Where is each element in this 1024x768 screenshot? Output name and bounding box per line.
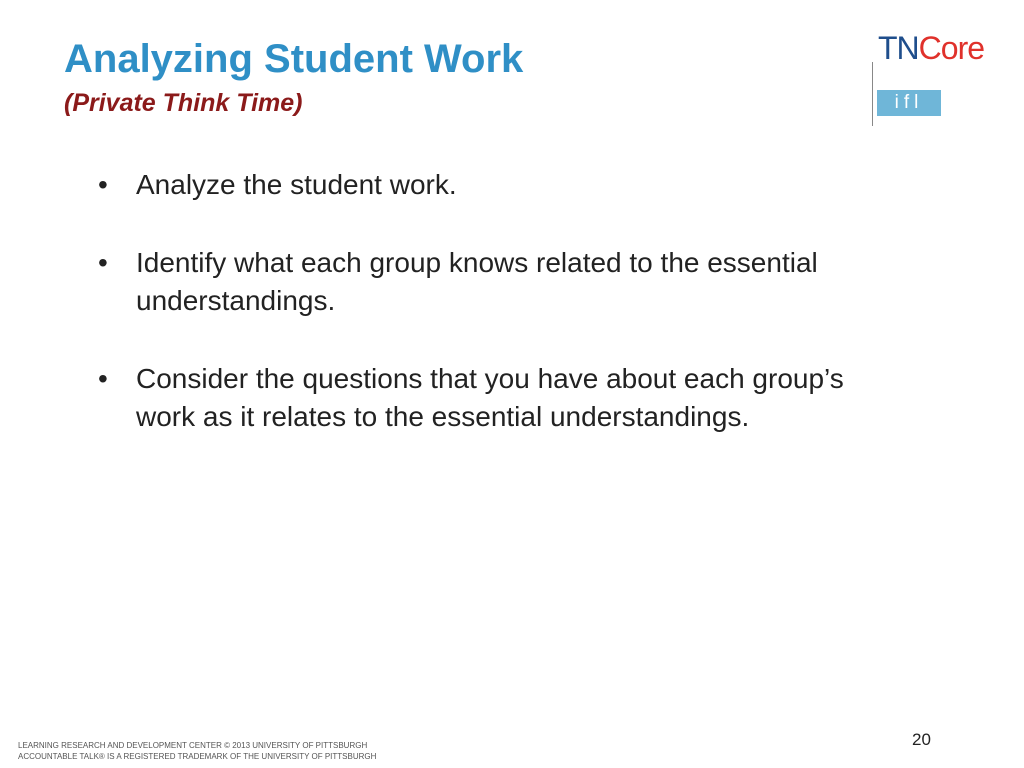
slide-subtitle: (Private Think Time): [64, 89, 303, 117]
footer-copyright: [18, 740, 376, 762]
slide-title: Analyzing Student Work: [64, 37, 524, 81]
tncore-wordmark: [878, 28, 984, 68]
tncore-ifl-logo: [872, 28, 1012, 128]
logo-tn-text: TN: [878, 30, 919, 66]
page-number: 20: [912, 730, 931, 749]
bullet-list: [98, 166, 898, 476]
bullet-text: Analyze the student work.: [136, 169, 457, 200]
bullet-item: [98, 166, 898, 204]
logo-core-text: Core: [918, 30, 985, 66]
bullet-marker: •: [98, 169, 108, 200]
logo-ifl-badge: ifl: [877, 90, 941, 116]
logo-divider: [872, 62, 873, 126]
bullet-text: Consider the questions that you have about each group’s work as it relates to the essential understandings.: [136, 363, 844, 432]
bullet-marker: •: [98, 363, 108, 394]
bullet-item: [98, 244, 898, 320]
bullet-marker: •: [98, 247, 108, 278]
footer-line: ACCOUNTABLE TALK® IS A REGISTERED TRADEMARK OF THE UNIVERSITY OF PITTSBURGH: [18, 752, 377, 761]
bullet-item: [98, 360, 898, 436]
footer-line: LEARNING RESEARCH AND DEVELOPMENT CENTER © 2013 UNIVERSITY OF PITTSBURGH: [18, 741, 368, 750]
bullet-text: Identify what each group knows related to the essential understandings.: [136, 247, 818, 316]
